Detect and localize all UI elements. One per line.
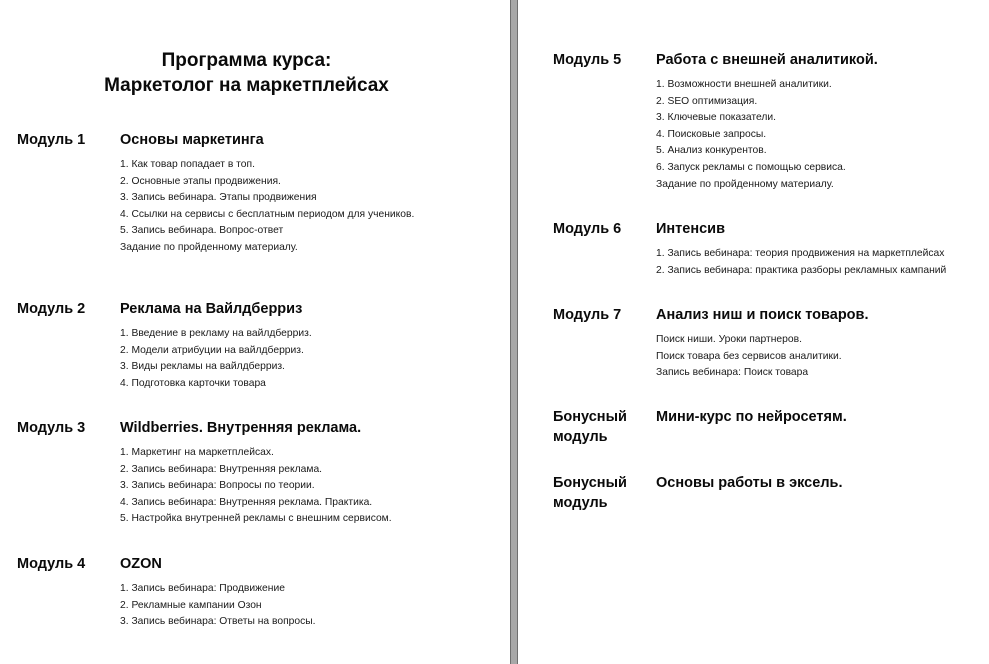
list-item: 1. Возможности внешней аналитики. (656, 79, 832, 90)
document-title-line-2: Маркетолог на маркетплейсах (104, 75, 389, 96)
module-label-line-1: Бонусный (553, 475, 627, 491)
list-item: Задание по пройденному материалу. (656, 178, 834, 190)
module-title: Интенсив (656, 221, 725, 237)
module-items (656, 332, 842, 382)
module-label: Модуль 7 (553, 307, 622, 323)
module-items (120, 157, 414, 257)
module-label: Модуль 5 (553, 52, 622, 68)
list-item: 5. Анализ конкурентов. (656, 145, 767, 157)
document-title (0, 48, 493, 98)
list-item: Задание по пройденному материалу. (120, 241, 298, 253)
module-title: Мини-курс по нейросетям. (656, 409, 847, 425)
list-item: 3. Запись вебинара: Ответы на вопросы. (120, 616, 316, 628)
page-right (518, 0, 989, 664)
module-label: Модуль 6 (553, 221, 622, 237)
list-item: 2. Модели атрибуции на вайлдберриз. (120, 344, 304, 356)
module-title: Основы маркетинга (120, 132, 264, 148)
module-title: Работа с внешней аналитикой. (656, 52, 878, 68)
list-item: 2. Рекламные кампании Озон (120, 599, 262, 611)
module-title: OZON (120, 556, 162, 572)
module-title: Анализ ниш и поиск товаров. (656, 307, 869, 323)
module-label: Модуль 1 (17, 132, 86, 148)
list-item: 5. Настройка внутренней рекламы с внешним сервисом. (120, 513, 392, 525)
page-divider (510, 0, 518, 664)
list-item: 3. Ключевые показатели. (656, 112, 776, 124)
module-items (120, 445, 392, 528)
document-title-line-1: Программа курса: (161, 50, 332, 71)
list-item: 2. Запись вебинара: практика разборы рекламных кампаний (656, 264, 947, 276)
list-item: 1. Запись вебинара: Продвижение (120, 583, 285, 594)
list-item: 2. Запись вебинара: Внутренняя реклама. (120, 463, 323, 475)
list-item: 2. Основные этапы продвижения. (120, 175, 281, 187)
list-item: 1. Маркетинг на маркетплейсах. (120, 447, 274, 458)
module-items (656, 77, 846, 193)
list-item: Поиск ниши. Уроки партнеров. (656, 334, 802, 345)
list-item: 4. Подготовка карточки товара (120, 377, 266, 389)
module-label (553, 473, 653, 513)
module-items (120, 581, 316, 631)
list-item: 1. Запись вебинара: теория продвижения на маркетплейсах (656, 248, 945, 259)
list-item: Поиск товара без сервисов аналитики. (656, 350, 842, 362)
module-label-line-1: Бонусный (553, 409, 627, 425)
module-label: Модуль 3 (17, 420, 86, 436)
module-items (656, 246, 946, 279)
list-item: 4. Ссылки на сервисы с бесплатным периодом для учеников. (120, 208, 415, 220)
list-item: 4. Поисковые запросы. (656, 128, 767, 140)
list-item: 1. Введение в рекламу на вайлдберриз. (120, 328, 312, 339)
list-item: 3. Запись вебинара. Этапы продвижения (120, 192, 317, 204)
module-title: Основы работы в эксель. (656, 475, 843, 491)
list-item: 5. Запись вебинара. Вопрос-ответ (120, 225, 284, 237)
list-item: 3. Виды рекламы на вайлдберриз. (120, 361, 285, 373)
list-item: 4. Запись вебинара: Внутренняя реклама. Практика. (120, 496, 373, 508)
list-item: 6. Запуск рекламы с помощью сервиса. (656, 161, 846, 173)
module-title: Реклама на Вайлдберриз (120, 301, 303, 317)
list-item: Запись вебинара: Поиск товара (656, 367, 809, 379)
module-title: Wildberries. Внутренняя реклама. (120, 420, 362, 436)
module-label: Модуль 2 (17, 301, 86, 317)
list-item: 2. SEO оптимизация. (656, 95, 758, 107)
list-item: 3. Запись вебинара: Вопросы по теории. (120, 480, 315, 492)
module-label (553, 407, 653, 447)
module-label: Модуль 4 (17, 556, 86, 572)
list-item: 1. Как товар попадает в топ. (120, 159, 255, 170)
module-items (120, 326, 312, 392)
module-label-line-2: модуль (553, 495, 608, 511)
module-label-line-2: модуль (553, 429, 608, 445)
